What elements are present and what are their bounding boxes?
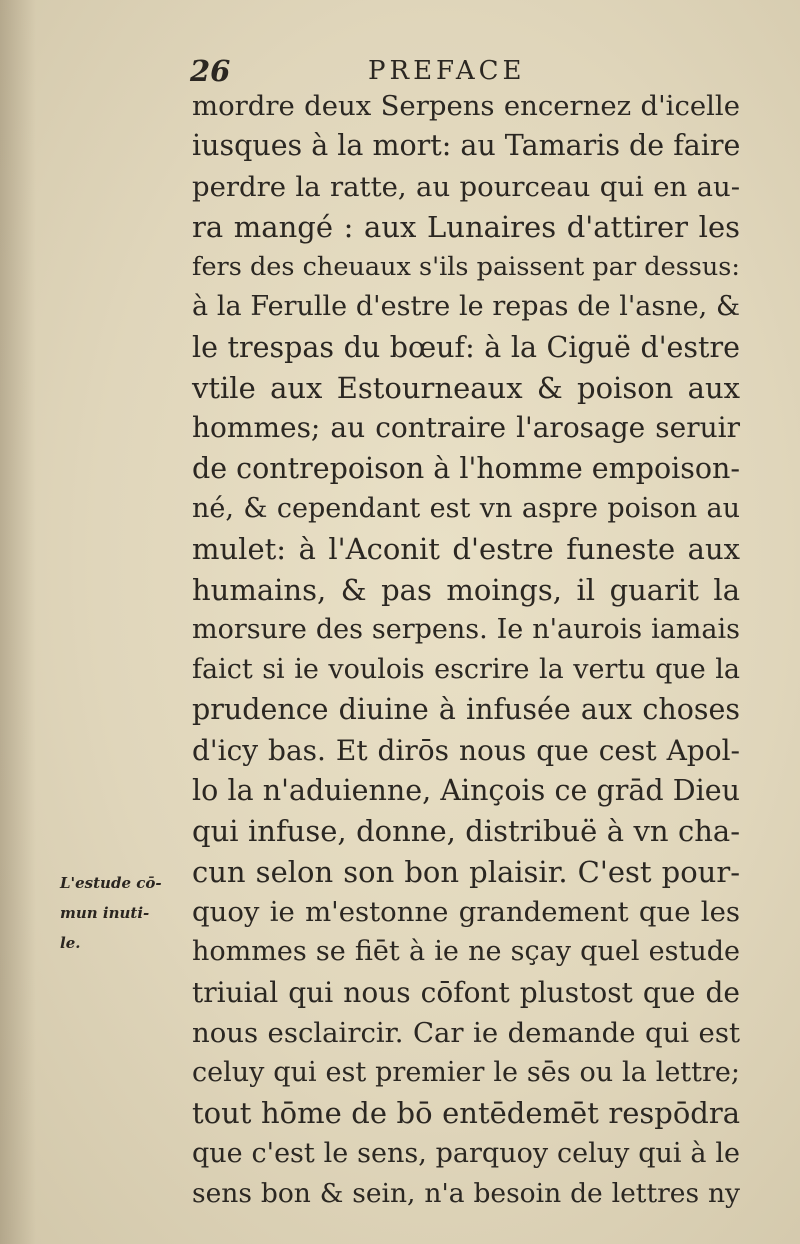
marginal-note-line: mun inuti- <box>60 904 150 922</box>
text-line: tout hōme de bō entēdemēt respōdra <box>192 1096 740 1131</box>
text-line: triuial qui nous cōfont plustost que de <box>192 975 740 1009</box>
text-line: de contrepoison à l'homme empoison- <box>192 451 740 485</box>
text-line: ra mangé : aux Lunaires d'attirer les <box>192 209 740 244</box>
text-line: que c'est le sens, parquoy celuy qui à le <box>192 1137 740 1169</box>
gutter-shadow <box>0 0 36 1244</box>
text-line: prudence diuine à infusée aux choses <box>192 693 740 727</box>
text-line: né, & cependant est vn aspre poison au <box>192 492 740 524</box>
text-line: sens bon & sein, n'a besoin de lettres ny <box>192 1178 740 1210</box>
text-line: faict si ie voulois escrire la vertu que la <box>192 654 740 686</box>
text-line: hommes; au contraire l'arosage seruir <box>192 411 740 445</box>
text-line: iusques à la mort: au Tamaris de faire <box>192 129 741 163</box>
text-line: humains, & pas moings, il guarit la <box>192 572 740 607</box>
text-line: hommes se fiēt à ie ne sçay quel estude <box>192 936 740 968</box>
text-line: celuy qui est premier le sēs ou la lettre; <box>192 1057 740 1089</box>
page-number: 26 <box>190 54 231 88</box>
text-line: lo la n'aduienne, Ainçois ce grād Dieu <box>192 774 740 808</box>
text-line: mordre deux Serpens encernez d'icelle <box>192 90 740 122</box>
text-line: morsure des serpens. Ie n'aurois iamais <box>192 613 740 645</box>
running-head: PREFACE <box>368 56 526 86</box>
text-line: fers des cheuaux s'ils paissent par dessus: <box>192 252 740 283</box>
text-line: le trespas du bœuf: à la Ciguë d'estre <box>192 330 740 364</box>
text-line: vtile aux Estourneaux & poison aux <box>192 371 740 406</box>
marginal-note-line: le. <box>60 934 81 952</box>
text-line: cun selon son bon plaisir. C'est pour- <box>192 854 740 889</box>
marginal-note <box>60 868 184 958</box>
text-line: nous esclaircir. Car ie demande qui est <box>192 1016 740 1049</box>
marginal-note-line: L'estude cō- <box>60 874 162 892</box>
text-line: à la Ferulle d'estre le repas de l'asne, & <box>192 291 740 323</box>
text-line: qui infuse, donne, distribuë à vn cha- <box>192 814 740 849</box>
text-line: quoy ie m'estonne grandement que les <box>192 895 740 928</box>
text-line: perdre la ratte, au pourceau qui en au- <box>192 170 740 203</box>
text-line: mulet: à l'Aconit d'estre funeste aux <box>192 532 740 567</box>
text-line: d'icy bas. Et dirōs nous que cest Apol- <box>192 733 740 767</box>
body-text <box>192 86 740 1214</box>
